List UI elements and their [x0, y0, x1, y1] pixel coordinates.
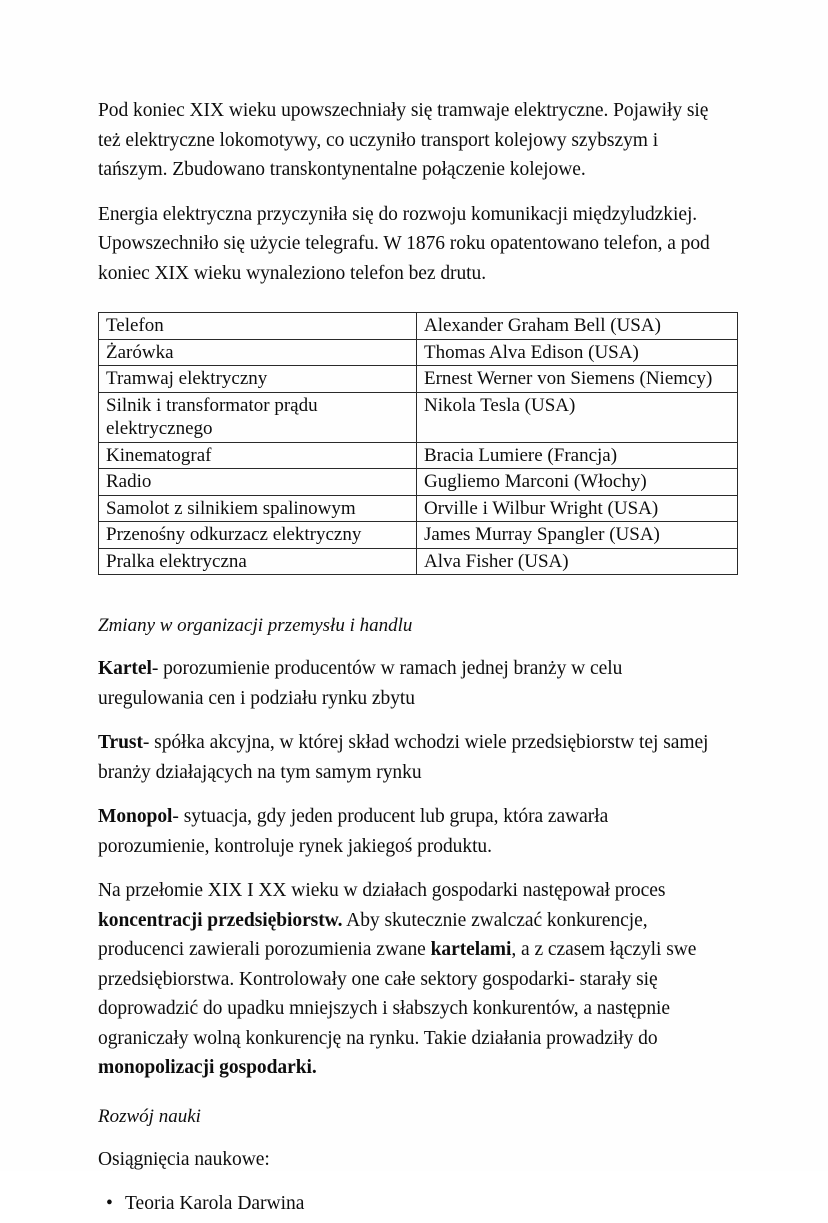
concentration-bold-koncentracji: koncentracji przedsiębiorstw.: [98, 909, 343, 931]
definition-body-trust: - spółka akcyjna, w której skład wchodzi wiele przedsiębiorstw tej samej branży działających na tym samym rynku: [98, 732, 709, 783]
table-row: [99, 313, 738, 340]
table-row: [99, 339, 738, 366]
definition-kartel: [98, 654, 720, 713]
paragraph-electricity-communication: Energia elektryczna przyczyniła się do rozwoju komunikacji międzyludzkiej. Upowszechniło się użycie telegrafu. W 1876 roku opatentowano telefon, a pod koniec XIX wieku wynaleziono telefon bez drutu.: [98, 203, 710, 284]
science-achievements-list: [98, 1189, 720, 1219]
table-cell-inventor: Alexander Graham Bell (USA): [417, 313, 738, 340]
definition-trust: [98, 728, 720, 787]
definition-monopol: [98, 802, 720, 861]
concentration-part2: Aby skutecznie zwalczać konkurencje, producenci zawierali porozumienia zwane: [98, 909, 648, 960]
table-row: [99, 442, 738, 469]
document-body: [98, 96, 720, 1223]
definition-term-kartel: Kartel: [98, 658, 152, 679]
table-cell-invention: Silnik i transformator prądu elektrycznego: [99, 392, 417, 442]
spacer-before-table: [98, 303, 720, 312]
concentration-part3: , a z czasem łączyli swe przedsiębiorstwa. Kontrolowały one całe sektory gospodarki- starały się doprowadzić do upadku mniejszych i słabszych konkurentów, a następnie ograniczały wolną konkurencję na rynku. Takie działania prowadziły do: [98, 939, 697, 1049]
table-cell-invention: Radio: [99, 469, 417, 496]
heading-industry-changes: Zmiany w organizacji przemysłu i handlu: [98, 615, 413, 636]
table-cell-inventor: Nikola Tesla (USA): [417, 392, 738, 442]
table-cell-invention: Przenośny odkurzacz elektryczny: [99, 522, 417, 549]
table-row: [99, 495, 738, 522]
paragraph-tramways: Pod koniec XIX wieku upowszechniały się tramwaje elektryczne. Pojawiły się też elektryczne lokomotywy, co uczyniło transport kolejowy szybszym i tańszym. Zbudowano transkontynentalne połączenie kolejowe.: [98, 100, 709, 180]
table-cell-inventor: Gugliemo Marconi (Włochy): [417, 469, 738, 496]
paragraph-concentration: [98, 876, 720, 1083]
concentration-bold-monopolizacji: monopolizacji gospodarki.: [98, 1057, 317, 1078]
table-cell-inventor: James Murray Spangler (USA): [417, 522, 738, 549]
definition-body-monopol: - sytuacja, gdy jeden producent lub grupa, która zawarła porozumienie, kontroluje rynek jakiegoś produktu.: [98, 806, 609, 857]
list-item: [98, 1189, 720, 1219]
table-cell-invention: Pralka elektryczna: [99, 548, 417, 575]
concentration-bold-kartelami: kartelami: [430, 939, 512, 960]
definition-term-monopol: Monopol: [98, 806, 173, 827]
bullet-icon: •: [106, 1193, 113, 1214]
table-cell-invention: Żarówka: [99, 339, 417, 366]
spacer-after-table: [98, 575, 720, 611]
table-cell-invention: Telefon: [99, 313, 417, 340]
table-row: [99, 392, 738, 442]
table-cell-invention: Kinematograf: [99, 442, 417, 469]
table-cell-inventor: Bracia Lumiere (Francja): [417, 442, 738, 469]
definition-term-trust: Trust: [98, 732, 143, 753]
heading-science-development: Rozwój nauki: [98, 1105, 201, 1127]
paragraph-science-intro: Osiągnięcia naukowe:: [98, 1148, 270, 1170]
table-row: [99, 366, 738, 393]
table-row: [99, 548, 738, 575]
inventions-table-body: [99, 313, 738, 575]
concentration-part1: Na przełomie XIX I XX wieku w działach gospodarki następował proces: [98, 880, 666, 901]
table-cell-inventor: Alva Fisher (USA): [417, 548, 738, 575]
table-cell-inventor: Thomas Alva Edison (USA): [417, 339, 738, 366]
table-cell-invention: Samolot z silnikiem spalinowym: [99, 495, 417, 522]
table-row: [99, 522, 738, 549]
table-cell-inventor: Ernest Werner von Siemens (Niemcy): [417, 366, 738, 393]
definition-body-kartel: - porozumienie producentów w ramach jednej branży w celu uregulowania cen i podziału rynku zbytu: [98, 658, 623, 709]
inventions-table: [98, 312, 738, 575]
table-cell-invention: Tramwaj elektryczny: [99, 366, 417, 393]
list-item-label: Teoria Karola Darwina: [125, 1193, 305, 1214]
table-cell-inventor: Orville i Wilbur Wright (USA): [417, 495, 738, 522]
table-row: [99, 469, 738, 496]
